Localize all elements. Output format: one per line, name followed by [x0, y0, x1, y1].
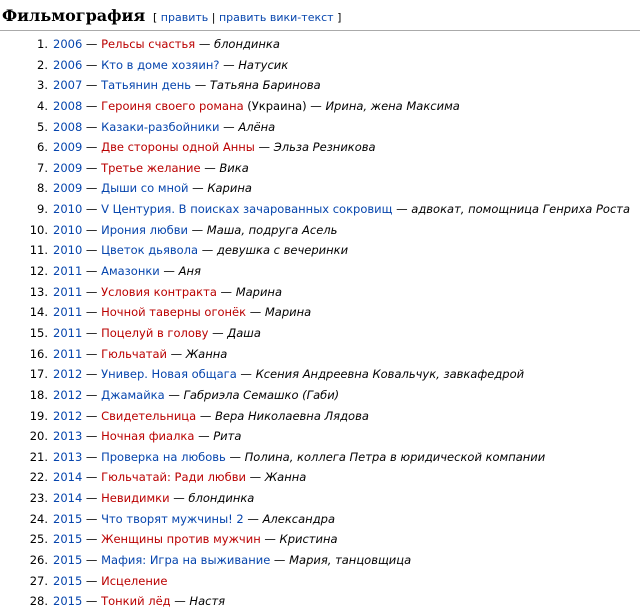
film-role: Натусик	[238, 57, 289, 72]
film-number: 16.	[29, 346, 48, 361]
film-list-item	[0, 467, 640, 488]
film-list-item	[0, 447, 640, 468]
film-role: Маша, подруга Асель	[206, 222, 338, 237]
film-role: Алёна	[238, 119, 276, 134]
film-title-link[interactable]: V Центурия. В поисках зачарованных сокровищ	[101, 202, 393, 217]
film-number: 23.	[29, 491, 48, 506]
film-entry: 2012 — Джамайка — Габриэла Семашко (Габи)	[53, 387, 340, 402]
film-title-link[interactable]: Героиня своего романа	[101, 98, 244, 113]
film-role: Жанна	[185, 346, 228, 361]
film-title-link[interactable]: Ночной таверны огонёк	[101, 305, 247, 320]
film-role: Марина	[264, 305, 312, 320]
film-number: 5.	[37, 119, 48, 134]
film-number: 1.	[37, 37, 48, 51]
film-entry: 2013 — Проверка на любовь — Полина, коллега Петра в юридической компании	[53, 449, 546, 464]
film-year-link[interactable]: 2011	[53, 284, 83, 299]
film-entry: 2011 — Ночной таверны огонёк — Марина	[53, 305, 312, 320]
film-title-link[interactable]: Две стороны одной Анны	[101, 140, 255, 155]
film-year-link[interactable]: 2013	[53, 429, 83, 444]
film-year-link[interactable]: 2012	[53, 367, 83, 382]
film-title-link[interactable]: Тонкий лёд	[101, 594, 171, 609]
film-role: Вера Николаевна Лядова	[214, 408, 369, 423]
film-number: 22.	[29, 470, 48, 485]
film-entry: 2006 — Рельсы счастья — блондинка	[53, 37, 280, 51]
film-list-item	[0, 426, 640, 447]
film-title-link[interactable]: Что творят мужчины! 2	[101, 511, 244, 526]
film-title-link[interactable]: Женщины против мужчин	[101, 532, 261, 547]
film-role: Эльза Резникова	[273, 140, 376, 155]
film-list-item	[0, 529, 640, 550]
film-year-link[interactable]: 2010	[53, 202, 83, 217]
film-year-link[interactable]: 2015	[53, 594, 83, 609]
film-title-link[interactable]: Условия контракта	[101, 284, 217, 299]
film-year-link[interactable]: 2010	[53, 243, 83, 258]
film-entry: 2011 — Амазонки — Аня	[53, 264, 201, 279]
film-title-link[interactable]: Джамайка	[101, 387, 165, 402]
film-year-link[interactable]: 2006	[53, 37, 83, 51]
film-entry: 2015 — Мафия: Игра на выживание — Мария, танцовщица	[53, 553, 412, 568]
film-number: 21.	[29, 449, 48, 464]
film-list-item	[0, 385, 640, 406]
edit-wikitext-link[interactable]: править вики-текст	[218, 11, 334, 24]
film-year-link[interactable]: 2015	[53, 511, 83, 526]
film-entry: 2011 — Условия контракта — Марина	[53, 284, 282, 299]
section-header	[0, 0, 640, 31]
film-title-link[interactable]: Ночная фиалка	[101, 429, 195, 444]
separator: |	[211, 11, 216, 24]
film-year-link[interactable]: 2011	[53, 264, 83, 279]
film-title-link[interactable]: Гюльчатай	[101, 346, 167, 361]
film-title-link[interactable]: Кто в доме хозяин?	[101, 57, 220, 72]
film-role: Александра	[262, 511, 335, 526]
film-role: Марина	[235, 284, 282, 299]
film-entry: 2011 — Поцелуй в голову — Даша	[53, 325, 261, 340]
edit-section-links	[153, 11, 341, 24]
film-entry: 2015 — Женщины против мужчин — Кристина	[53, 532, 338, 547]
film-number: 27.	[29, 573, 48, 588]
film-role: Габриэла Семашко (Габи)	[183, 387, 340, 402]
film-list-item	[0, 55, 640, 76]
film-title-link[interactable]: Мафия: Игра на выживание	[101, 553, 271, 568]
film-list-item	[0, 591, 640, 612]
film-entry: 2014 — Невидимки — блондинка	[53, 491, 255, 506]
film-number: 15.	[29, 325, 48, 340]
film-entry: 2010 — V Центурия. В поисках зачарованных сокровищ — адвокат, помощница Генриха Роста	[53, 202, 631, 217]
film-number: 20.	[29, 429, 48, 444]
film-role: Ирина, жена Максима	[325, 98, 460, 113]
film-title-link[interactable]: Ирония любви	[101, 222, 188, 237]
film-list-item	[0, 117, 640, 138]
film-title-link[interactable]: Невидимки	[101, 491, 170, 506]
film-number: 11.	[29, 243, 48, 258]
film-role: Рита	[213, 429, 242, 444]
film-list-item	[0, 488, 640, 509]
film-list-item	[0, 406, 640, 427]
film-list-item	[0, 323, 640, 344]
film-entry: 2006 — Кто в доме хозяин? — Натусик	[53, 57, 289, 72]
film-entry: 2009 — Дыши со мной — Карина	[53, 181, 252, 196]
film-list-item	[0, 550, 640, 571]
film-title-link[interactable]: Поцелуй в голову	[101, 325, 209, 340]
film-number: 4.	[37, 98, 48, 113]
film-year-link[interactable]: 2012	[53, 408, 83, 423]
film-entry: 2008 — Героиня своего романа (Украина) — Ирина, жена Максима	[53, 98, 460, 113]
film-role: Аня	[178, 264, 201, 279]
film-role: Настя	[189, 594, 226, 609]
film-year-link[interactable]: 2011	[53, 346, 83, 361]
film-entry: 2011 — Гюльчатай — Жанна	[53, 346, 228, 361]
film-title-link[interactable]: Казаки-разбойники	[101, 119, 220, 134]
film-list-item	[0, 220, 640, 241]
film-number: 8.	[37, 181, 48, 196]
film-number: 26.	[29, 553, 48, 568]
film-role: Мария, танцовщица	[289, 553, 412, 568]
film-entry: 2008 — Казаки-разбойники — Алёна	[53, 119, 276, 134]
film-title-link[interactable]: Третье желание	[101, 160, 201, 175]
film-year-link[interactable]: 2015	[53, 532, 83, 547]
film-number: 24.	[29, 511, 48, 526]
film-entry: 2013 — Ночная фиалка — Рита	[53, 429, 242, 444]
film-year-link[interactable]: 2006	[53, 57, 83, 72]
film-list-item	[0, 282, 640, 303]
film-number: 7.	[37, 160, 48, 175]
film-entry: 2015 — Исцеление	[53, 573, 168, 588]
film-list-item	[0, 509, 640, 530]
film-entry: 2010 — Цветок дьявола — девушка с вечеринки	[53, 243, 349, 258]
film-number: 19.	[29, 408, 48, 423]
film-entry: 2012 — Универ. Новая общага — Ксения Андреевна Ковальчук, завкафедрой	[53, 367, 525, 382]
film-year-link[interactable]: 2007	[53, 78, 83, 93]
film-title-link[interactable]: Универ. Новая общага	[101, 367, 237, 382]
film-list-item	[0, 302, 640, 323]
film-entry: 2009 — Третье желание — Вика	[53, 160, 249, 175]
film-list-item	[0, 158, 640, 179]
film-title-link[interactable]: Свидетельница	[101, 408, 197, 423]
section-title: Фильмография	[2, 6, 146, 25]
film-role: Полина, коллега Петра в юридической компании	[244, 449, 546, 464]
film-entry: 2014 — Гюльчатай: Ради любви — Жанна	[53, 470, 307, 485]
film-title-link[interactable]: Татьянин день	[101, 78, 192, 93]
film-number: 13.	[29, 284, 48, 299]
film-role: Карина	[207, 181, 252, 196]
film-number: 6.	[37, 140, 48, 155]
film-entry: 2009 — Две стороны одной Анны — Эльза Резникова	[53, 140, 376, 155]
film-role: адвокат, помощница Генриха Роста	[411, 202, 631, 217]
film-year-link[interactable]: 2009	[53, 140, 83, 155]
film-list-item	[0, 75, 640, 96]
film-role: Жанна	[264, 470, 307, 485]
film-year-link[interactable]: 2014	[53, 491, 83, 506]
film-number: 9.	[37, 202, 48, 217]
edit-link[interactable]: править	[160, 11, 209, 24]
film-title-link[interactable]: Дыши со мной	[101, 181, 189, 196]
film-list-item	[0, 137, 640, 158]
film-list-item	[0, 261, 640, 282]
film-year-link[interactable]: 2010	[53, 222, 83, 237]
film-role: девушка с вечеринки	[216, 243, 349, 258]
film-list-item	[0, 364, 640, 385]
film-year-link[interactable]: 2009	[53, 181, 83, 196]
film-number: 17.	[29, 367, 48, 382]
film-number: 2.	[37, 57, 48, 72]
film-list-item	[0, 240, 640, 261]
film-year-link[interactable]: 2011	[53, 305, 83, 320]
film-year-link[interactable]: 2012	[53, 387, 83, 402]
film-entry: 2015 — Что творят мужчины! 2 — Александра	[53, 511, 335, 526]
film-list-item	[0, 178, 640, 199]
film-year-link[interactable]: 2014	[53, 470, 83, 485]
film-number: 3.	[37, 78, 48, 93]
film-role: Кристина	[279, 532, 338, 547]
bracket-close: ]	[337, 11, 342, 24]
film-title-link[interactable]: Рельсы счастья	[101, 37, 196, 51]
film-year-link[interactable]: 2011	[53, 325, 83, 340]
film-year-link[interactable]: 2013	[53, 449, 83, 464]
film-entry: 2015 — Тонкий лёд — Настя	[53, 594, 226, 609]
film-list-item	[0, 344, 640, 365]
film-role: блондинка	[188, 491, 255, 506]
film-title-link[interactable]: Амазонки	[101, 264, 160, 279]
film-role: Ксения Андреевна Ковальчук, завкафедрой	[255, 367, 525, 382]
film-role: блондинка	[213, 37, 280, 51]
film-number: 12.	[29, 264, 48, 279]
film-entry: 2012 — Свидетельница — Вера Николаевна Лядова	[53, 408, 369, 423]
film-country: (Украина)	[243, 98, 307, 113]
film-entry: 2010 — Ирония любви — Маша, подруга Асель	[53, 222, 338, 237]
bracket-open: [	[153, 11, 158, 24]
film-year-link[interactable]: 2009	[53, 160, 83, 175]
film-year-link[interactable]: 2008	[53, 98, 83, 113]
film-role: Вика	[219, 160, 249, 175]
film-number: 10.	[29, 222, 48, 237]
film-list-item	[0, 34, 640, 55]
film-number: 28.	[29, 594, 48, 609]
film-list-item	[0, 96, 640, 117]
film-year-link[interactable]: 2015	[53, 553, 83, 568]
film-number: 14.	[29, 305, 48, 320]
film-year-link[interactable]: 2008	[53, 119, 83, 134]
film-year-link[interactable]: 2015	[53, 573, 83, 588]
film-role: Даша	[227, 325, 261, 340]
film-role: Татьяна Баринова	[209, 78, 321, 93]
film-title-link[interactable]: Исцеление	[101, 573, 168, 588]
filmography-list	[0, 34, 640, 612]
film-title-link[interactable]: Гюльчатай: Ради любви	[101, 470, 246, 485]
film-title-link[interactable]: Проверка на любовь	[101, 449, 226, 464]
film-entry: 2007 — Татьянин день — Татьяна Баринова	[53, 78, 321, 93]
film-title-link[interactable]: Цветок дьявола	[101, 243, 199, 258]
film-number: 18.	[29, 387, 48, 402]
film-number: 25.	[29, 532, 48, 547]
film-list-item	[0, 571, 640, 592]
film-list-item	[0, 199, 640, 220]
